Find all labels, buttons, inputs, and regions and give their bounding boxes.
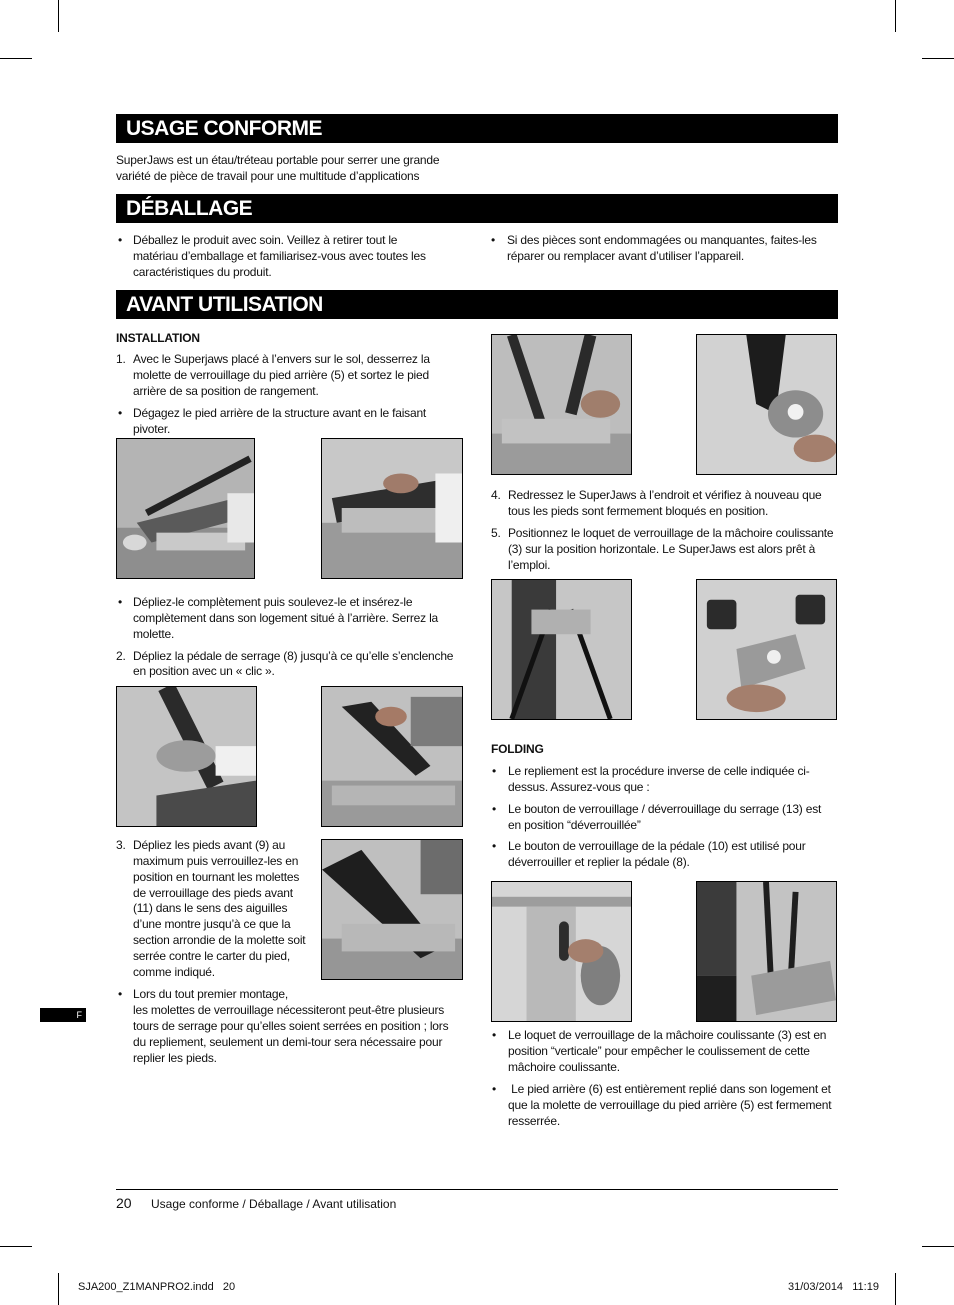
step5-line: l’emploi. (508, 558, 551, 572)
slug-filename: SJA200_Z1MANPRO2.indd 20 (78, 1281, 236, 1293)
footer-rule (116, 1189, 838, 1190)
folding-line: Le bouton de verrouillage / déverrouillage du serrage (13) est (508, 802, 822, 816)
deballage-bullet-line: Si des pièces sont endommagées ou manquantes, faites-les (507, 233, 817, 247)
deballage-bullet-line: Déballez le produit avec soin. Veillez à retirer tout le (133, 233, 398, 247)
bullet-char: • (492, 1028, 497, 1042)
step3-line: section arrondie de la molette soit (133, 933, 306, 947)
step-number: 4. (491, 488, 501, 502)
degagez-line: Dégagez le pied arrière de la structure avant en le faisant (133, 406, 427, 420)
folding-line: Le bouton de verrouillage de la pédale (10) est utilisé pour (508, 839, 806, 853)
footer-section-path: Usage conforme / Déballage / Avant utilisation (151, 1197, 397, 1211)
step5-line: (3) sur la position horizontale. Le SuperJaws est alors prêt à (508, 542, 816, 556)
lors-line: les molettes de verrouillage nécessiteront peut-être plusieurs (133, 1003, 445, 1017)
photo-front-legs (321, 839, 463, 980)
photo-folding-legs (696, 881, 837, 1022)
step3-line: maximum puis verrouillez-les en (133, 854, 299, 868)
step2-line: Dépliez la pédale de serrage (8) jusqu’à ce qu’elle s’enclenche (133, 649, 454, 663)
bullet-char: • (492, 1082, 497, 1096)
step-number: 5. (491, 526, 501, 540)
slug-date: 31/03/2014 11:19 (788, 1281, 879, 1293)
crop-mark (922, 58, 954, 59)
bullet-char: • (492, 764, 497, 778)
degagez-line: pivoter. (133, 422, 171, 436)
step3-line: position en tournant les molettes (133, 870, 300, 884)
bullet-char: • (118, 406, 123, 420)
section-header-usage: USAGE CONFORME (116, 114, 838, 143)
step3-line: d’une montre jusqu’à ce que la (133, 917, 291, 931)
page-number: 20 (116, 1195, 132, 1211)
deballage-bullet-line: matériau d’emballage et familiarisez-vous avec toutes les (133, 249, 426, 263)
folding-line: Le pied arrière (6) est entièrement replié dans son logement et (508, 1082, 831, 1096)
lors-line: du repliement, seulement un demi-tour sera nécessaire pour (133, 1035, 443, 1049)
photo-pedal-unfold (321, 686, 463, 827)
step1-line: molette de verrouillage du pied arrière (5) et sortez le pied (133, 368, 429, 382)
usage-text-line: SuperJaws est un étau/tréteau portable pour serrer une grande (116, 153, 440, 167)
step1-line: arrière de sa position de rangement. (133, 384, 319, 398)
folding-heading: FOLDING (491, 742, 544, 756)
photo-latch-closeup (696, 579, 837, 720)
depliez-line: Dépliez-le complètement puis soulevez-le et insérez-le (133, 595, 413, 609)
photo-knob-closeup (696, 334, 837, 475)
photo-rear-leg-pivot (116, 438, 255, 579)
lors-line: Lors du tout premier montage, (133, 987, 288, 1001)
photo-standing-ready (491, 579, 632, 720)
folding-line: Le repliement est la procédure inverse de celle indiquée ci- (508, 764, 810, 778)
folding-line: dessus. Assurez-vous que : (508, 780, 650, 794)
crop-mark (0, 1246, 32, 1247)
folding-line: que la molette de verrouillage du pied arrière (5) est fermement (508, 1098, 832, 1112)
folding-line: Le loquet de verrouillage de la mâchoire coulissante (3) est en (508, 1028, 827, 1042)
step-number: 3. (116, 838, 126, 852)
crop-mark (922, 1246, 954, 1247)
folding-line: déverrouiller et replier la pédale (8). (508, 855, 690, 869)
step2-line: en position avec un « clic ». (133, 664, 275, 678)
folding-line: en position “déverrouillée” (508, 818, 641, 832)
language-tab: F (40, 1008, 86, 1022)
folding-line: mâchoire coulissante. (508, 1060, 620, 1074)
step4-line: Redressez le SuperJaws à l’endroit et vérifiez à nouveau que (508, 488, 822, 502)
lors-line: tours de serrage pour qu’elles soient serrées en position ; lors (133, 1019, 449, 1033)
usage-text-line: variété de pièce de travail pour une multitude d’applications (116, 169, 420, 183)
installation-heading: INSTALLATION (116, 331, 200, 345)
depliez-line: molette. (133, 627, 175, 641)
step3-line: serrée contre le carter du pied, (133, 949, 291, 963)
photo-upright-frame (491, 334, 632, 475)
bullet-char: • (492, 839, 497, 853)
folding-line: position “verticale” pour empêcher le coulissement de cette (508, 1044, 810, 1058)
step1-line: Avec le Superjaws placé à l’envers sur le sol, desserrez la (133, 352, 430, 366)
step3-line: comme indiqué. (133, 965, 215, 979)
section-header-avant: AVANT UTILISATION (116, 290, 838, 319)
crop-mark (895, 0, 896, 32)
crop-mark (58, 0, 59, 32)
depliez-line: complètement dans son logement situé à l’arrière. Serrez la (133, 611, 439, 625)
step5-line: Positionnez le loquet de verrouillage de la mâchoire coulissante (508, 526, 834, 540)
section-header-deballage: DÉBALLAGE (116, 194, 838, 223)
crop-mark (895, 1273, 896, 1305)
crop-mark (0, 58, 32, 59)
bullet-char: • (118, 595, 123, 609)
step4-line: tous les pieds sont fermement bloqués en position. (508, 504, 769, 518)
deballage-bullet-line: caractéristiques du produit. (133, 265, 272, 279)
bullet-char: • (492, 802, 497, 816)
lors-line: replier les pieds. (133, 1051, 217, 1065)
folding-line: resserrée. (508, 1114, 561, 1128)
step-number: 2. (116, 649, 126, 663)
crop-mark (58, 1273, 59, 1305)
photo-release-button (491, 881, 632, 1022)
step3-line: (11) dans le sens des aiguilles (133, 901, 288, 915)
photo-rear-leg-insert (321, 438, 463, 579)
bullet-char: • (118, 233, 123, 247)
step3-line: Dépliez les pieds avant (9) au (133, 838, 286, 852)
step-number: 1. (116, 352, 126, 366)
bullet-char: • (118, 987, 123, 1001)
step3-line: de verrouillage des pieds avant (133, 886, 293, 900)
bullet-char: • (491, 233, 496, 247)
photo-pedal-hand (116, 686, 257, 827)
deballage-bullet-line: réparer ou remplacer avant d’utiliser l’appareil. (507, 249, 744, 263)
